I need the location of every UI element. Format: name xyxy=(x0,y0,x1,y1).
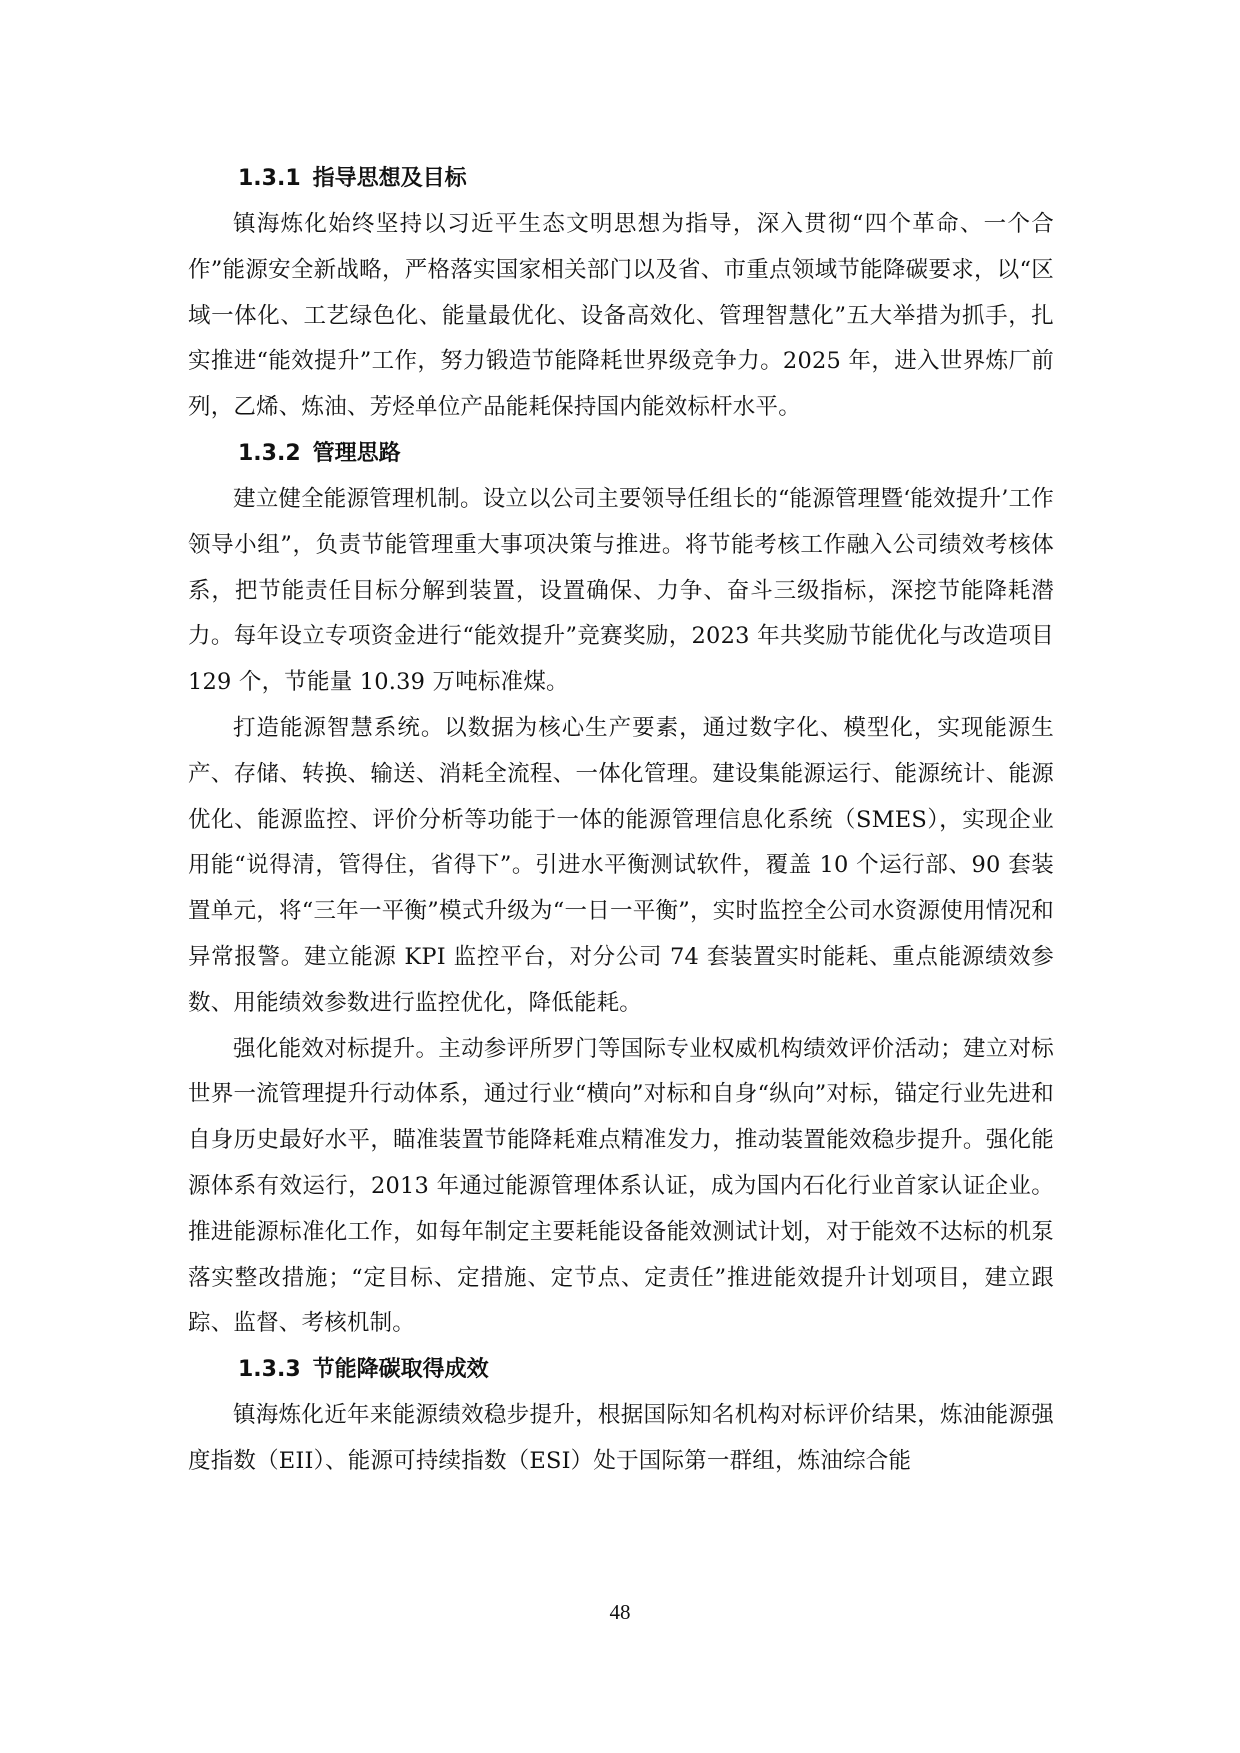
paragraph: 镇海炼化始终坚持以习近平生态文明思想为指导，深入贯彻“四个革命、一个合作”能源安全新战略，严格落实国家相关部门以及省、市重点领域节能降碳要求，以“区域一体化、工艺绿色化、能量最优化、设备高效化、管理智慧化”五大举措为抓手，扎实推进“能效提升”工作，努力锻造节能降耗世界级竞争力。2025 年，进入世界炼厂前列，乙烯、炼油、芳烃单位产品能耗保持国内能效标杆水平。 xyxy=(188,211,1054,421)
section-1-3-3 xyxy=(188,1347,1054,1485)
section-heading xyxy=(188,156,1054,202)
paragraph: 强化能效对标提升。主动参评所罗门等国际专业权威机构绩效评价活动；建立对标世界一流管理提升行动体系，通过行业“横向”对标和自身“纵向”对标，锚定行业先进和自身历史最好水平，瞄准装置节能降耗难点精准发力，推动装置能效稳步提升。强化能源体系有效运行，2013 年通过能源管理体系认证，成为国内石化行业首家认证企业。推进能源标准化工作，如每年制定主要耗能设备能效测试计划，对于能效不达标的机泵落实整改措施；“定目标、定措施、定节点、定责任”推进能效提升计划项目，建立跟踪、监督、考核机制。 xyxy=(188,1035,1054,1337)
section-heading xyxy=(188,431,1054,477)
paragraph: 镇海炼化近年来能源绩效稳步提升，根据国际知名机构对标评价结果，炼油能源强度指数（EII）、能源可持续指数（ESI）处于国际第一群组，炼油综合能 xyxy=(188,1402,1054,1474)
section-heading xyxy=(188,1347,1054,1393)
paragraph: 打造能源智慧系统。以数据为核心生产要素，通过数字化、模型化，实现能源生产、存储、转换、输送、消耗全流程、一体化管理。建设集能源运行、能源统计、能源优化、能源监控、评价分析等功能于一体的能源管理信息化系统（SMES），实现企业用能“说得清，管得住，省得下”。引进水平衡测试软件，覆盖 10 个运行部、90 套装置单元，将“三年一平衡”模式升级为“一日一平衡”，实时监控全公司水资源使用情况和异常报警。建立能源 KPI 监控平台，对分公司 74 套装置实时能耗、重点能源绩效参数、用能绩效参数进行监控优化，降低能耗。 xyxy=(188,714,1054,1016)
page-number: 48 xyxy=(609,1600,631,1624)
section-title: 指导思想及目标 xyxy=(312,166,467,191)
section-1-3-1 xyxy=(188,156,1054,431)
section-title: 管理思路 xyxy=(312,440,401,466)
document-body xyxy=(188,156,1054,1485)
section-number: 1.3.2 xyxy=(238,440,301,466)
paragraph: 建立健全能源管理机制。设立以公司主要领导任组长的“能源管理暨‘能效提升’工作领导小组”，负责节能管理重大事项决策与推进。将节能考核工作融入公司绩效考核体系，把节能责任目标分解到装置，设置确保、力争、奋斗三级指标，深挖节能降耗潜力。每年设立专项资金进行“能效提升”竞赛奖励，2023 年共奖励节能优化与改造项目 129 个，节能量 10.39 万吨标准煤。 xyxy=(188,485,1054,696)
section-number: 1.3.3 xyxy=(238,1357,301,1383)
section-1-3-2 xyxy=(188,431,1054,1347)
section-number: 1.3.1 xyxy=(238,166,301,191)
section-title: 节能降碳取得成效 xyxy=(312,1357,489,1383)
